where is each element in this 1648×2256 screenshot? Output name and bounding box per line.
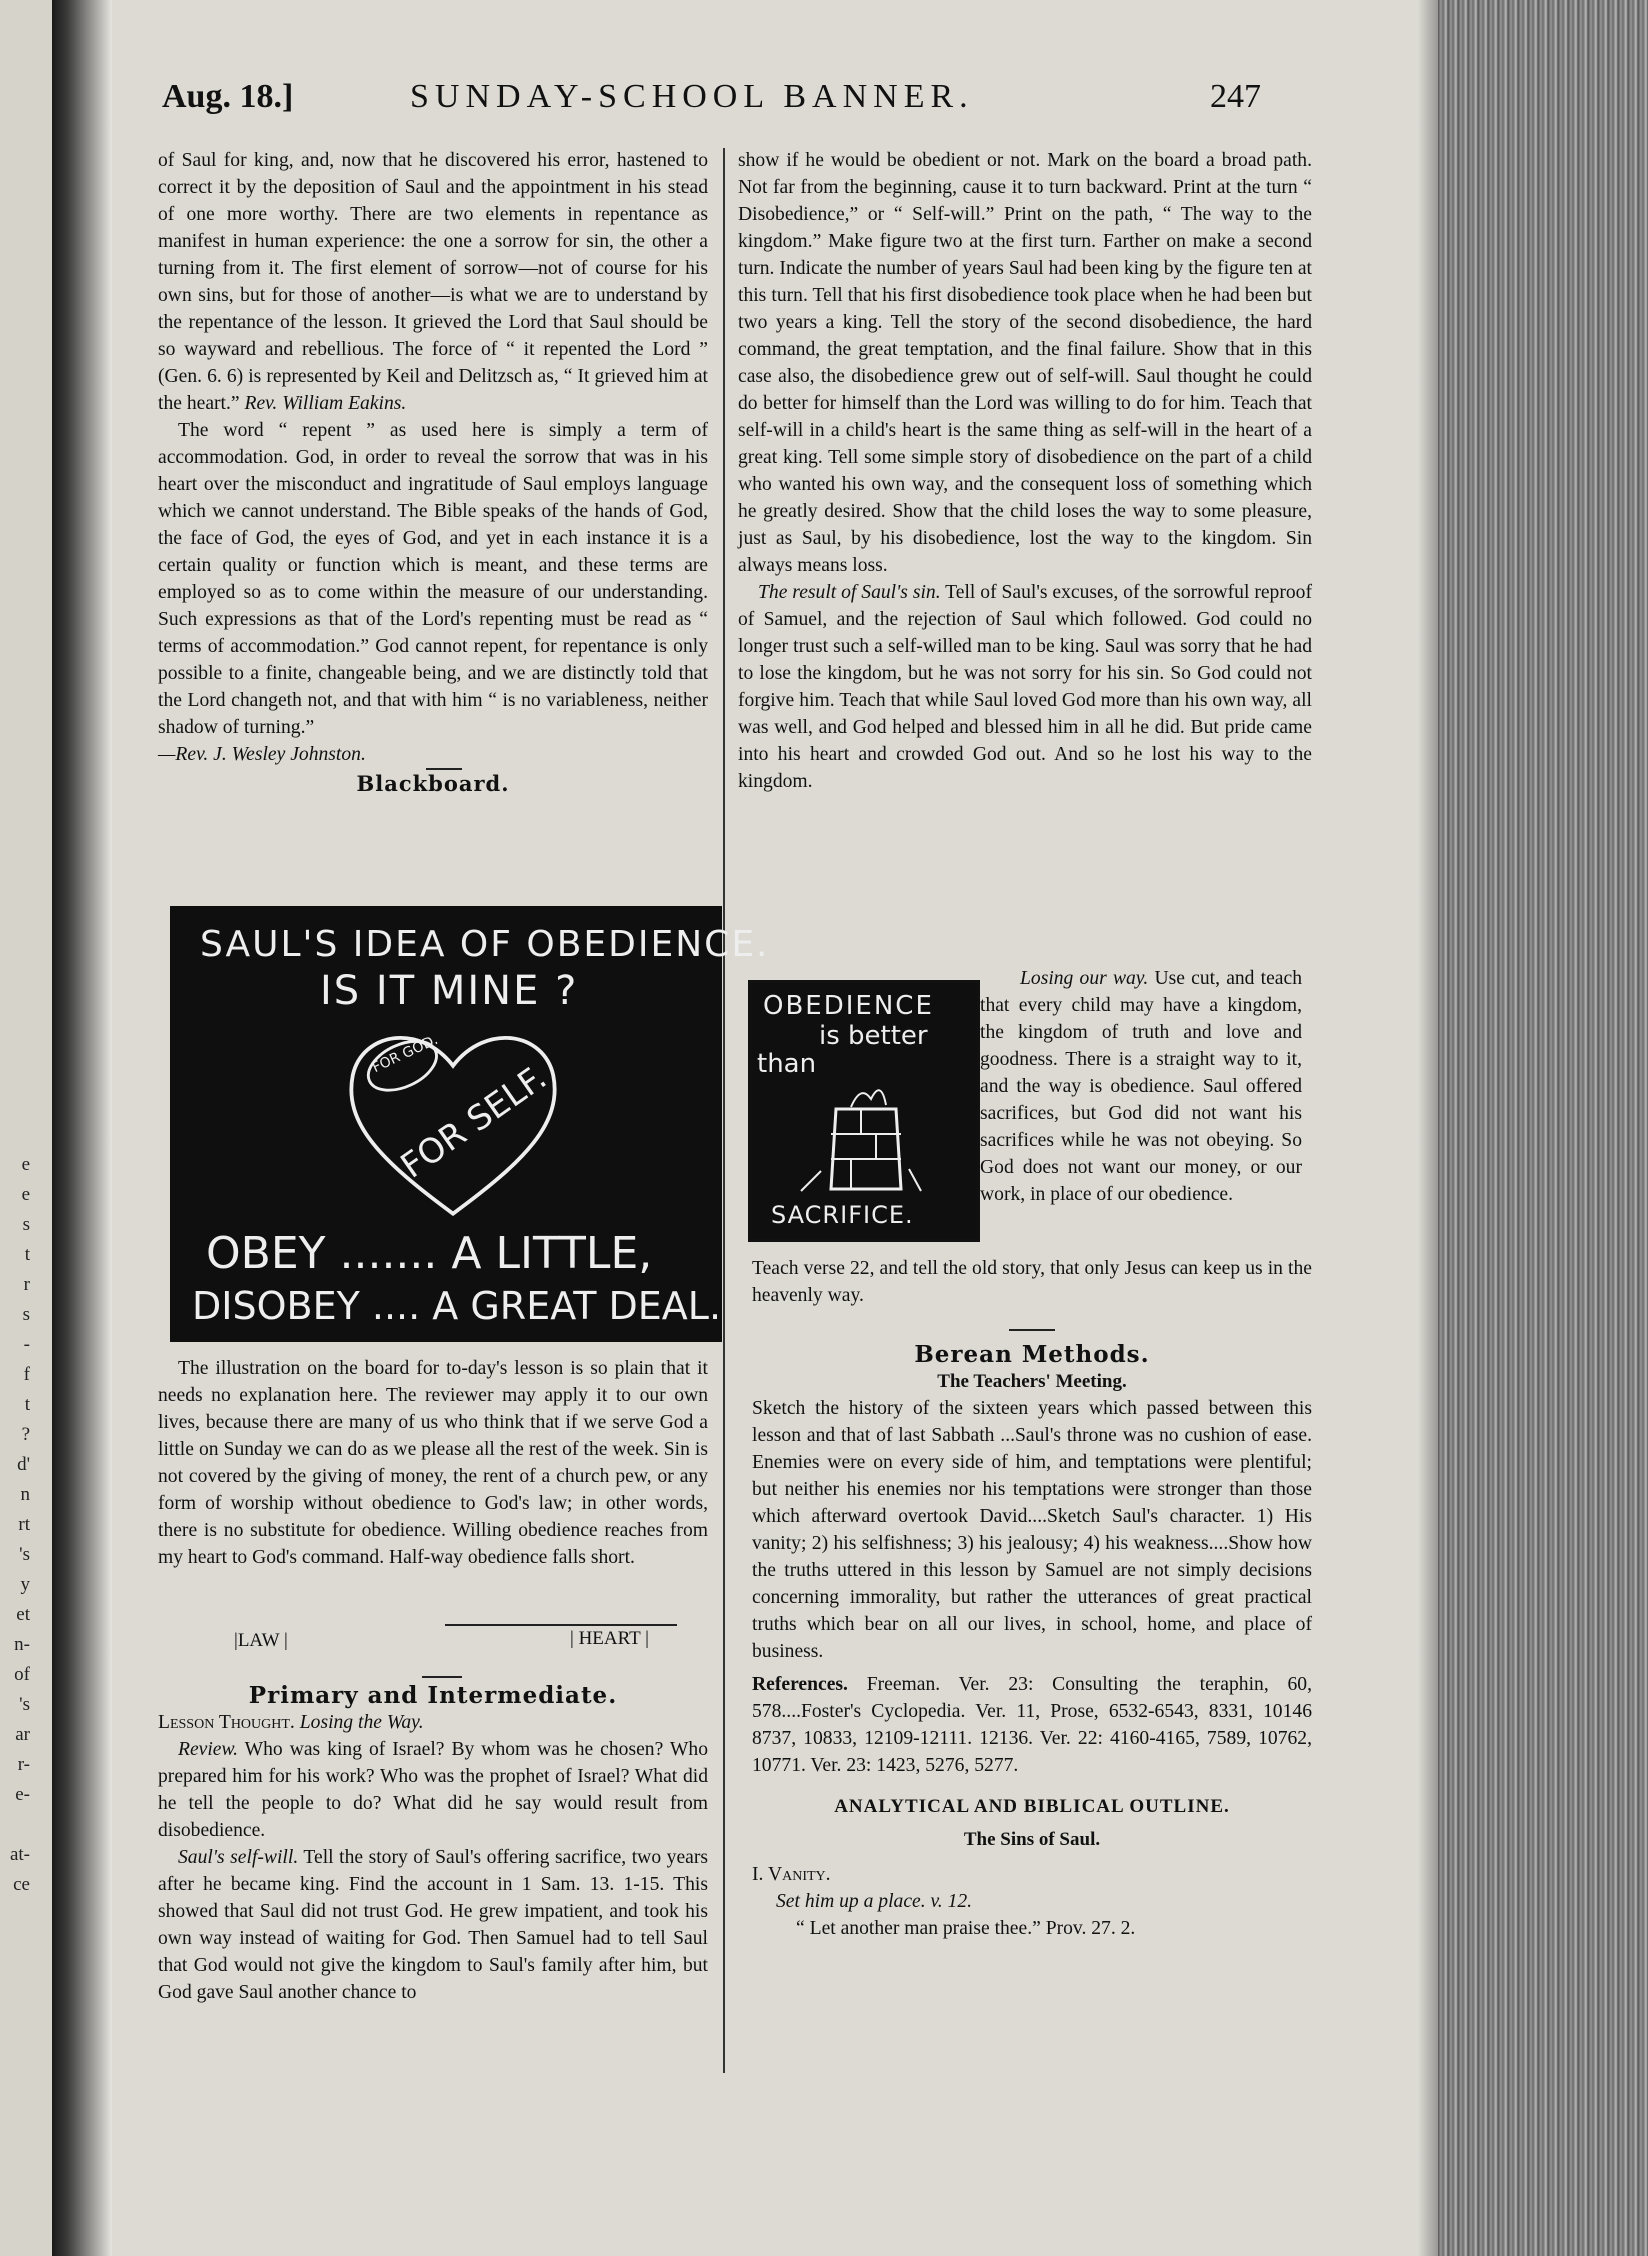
margin-fragment: n (20, 1484, 30, 1505)
paragraph: The word “ repent ” as used here is simply a term of accommodation. God, in order to reveal the sorrow that was in his heart over the misconduct and ingratitude of Saul employs language which we cannot understand. The Bible speaks of the hands of God, the face of God, the eyes of God, and yet in each instance it is a certain quality or function which is meant, and these terms are employed so as to come within the measure of our understanding. Such expressions as that of the Lord's repenting must be read as “ terms of accommodation.” God cannot repent, for repentance is only possible to a finite, changeable being, and we are distinctly told that the Lord changeth not, and that with him “ is no variableness, neither shadow of turning.” (158, 420, 708, 738)
margin-fragment: y (20, 1574, 30, 1595)
column-right-lower (752, 1255, 1312, 1942)
paragraph: show if he would be obedient or not. Mark on the board a broad path. Not far from the beginning, cause it to turn backward. Print at the turn “ Disobedience,” or “ Self-will.” Print on the path, “ The way to the kingdom.” Make figure two at the first turn. Farther on make a second turn. Indicate the number of years Saul had been king by the figure ten at this turn. Tell that his first disobedience took place when he had been but two years a king. Tell the story of the second disobedience, the hard command, the great temptation, and the final failure. Show that in this case also, the disobedience grew out of self-will. Saul thought he could do better for himself than the Lord was willing to do for him. Teach that self-will in a child's heart is the same thing as self-will in the heart of a great king. Tell some simple story of disobedience on the part of a child who wanted his own way, and the consequent loss of something which he greatly desired. Show that the child loses the way to some pleasure, just as Saul, by his disobedience, lost the way to the kingdom. Sin always means loss. (738, 150, 1312, 576)
blackboard-line: SAUL'S IDEA OF OBEDIENCE. (200, 924, 770, 965)
margin-fragment: - (23, 1334, 30, 1355)
blackboard-line: IS IT MINE ? (320, 968, 579, 1014)
paragraph: References. Freeman. Ver. 23: Consulting the teraphin, 60, 578....Foster's Cyclopedia. Ver. 11, Prose, 6532-6543, 8331, 10146 8737, 10833, 12109-12111. 12136. Ver. 22: 4160-4165, 7589, 10762, 10771. Ver. 23: 1423, 5276, 5277. (752, 1674, 1312, 1776)
blackboard-line: OBEY ....... A LITTLE, (206, 1228, 653, 1279)
margin-fragment: s (22, 1214, 30, 1235)
obedience-illustration (748, 980, 980, 1242)
section-heading: Primary and Intermediate. (248, 1682, 618, 1709)
margin-fragment: t (24, 1394, 30, 1415)
section-heading: Blackboard. (356, 771, 510, 796)
author-credit: —Rev. J. Wesley Johnston. (158, 744, 366, 765)
heart-small-text: FOR GOD. (369, 1031, 441, 1077)
losing-our-way-text: Losing our way. Use cut, and teach that every child may have a kingdom, the kingdom of truth and love and goodness. There is a straight way to it, and the way is obedience. Saul offered sacrifices, but God did not want his sacrifices while he was not obeying. So God does not want our money, or our work, in place of our obedience. (980, 968, 1302, 1205)
column-divider (723, 148, 725, 2073)
heart-label: | HEART | (570, 1628, 649, 1649)
paragraph: Sketch the history of the sixteen years which passed between this lesson and that of last Sabbath ...Saul's throne was no cushion of ease. Enemies were on every side of him, and temptations were plentiful; but neither his enemies nor his temptations were stronger than those which afterward overtook David....Sketch Saul's character. 1) His vanity; 2) his selfishness; 3) his jealousy; 4) his weakness....Show how the truths uttered in this lesson by Samuel are not simply decisions concerning immorality, but rather the utterances of great practical truths which bear on all our lives, in school, home, and place of business. (752, 1398, 1312, 1662)
margin-fragment: n- (14, 1634, 30, 1655)
obedience-line: SACRIFICE. (771, 1201, 914, 1229)
divider (422, 1676, 462, 1678)
margin-fragment: rt (18, 1514, 30, 1535)
margin-fragment: e (21, 1184, 30, 1205)
margin-fragment: t (24, 1244, 30, 1265)
binding-gutter (52, 0, 112, 2256)
margin-fragment (0, 1810, 30, 1840)
margin-fragment: 's (19, 1694, 30, 1715)
paragraph: of Saul for king, and, now that he discovered his error, hastened to correct it by the deposition of Saul and the appointment in his stead of one more worthy. There are two elements in repentance as manifest in human experience: the one a sorrow for sin, the other a turning from it. The first element of sorrow—not of course for his own sins, but for those of another—is what we are to understand by the repentance of the lesson. It grieved the Lord that Saul should be so wayward and rebellious. The force of “ it repented the Lord ” (Gen. 6. 6) is represented by Keil and Delitzsch as, “ It grieved him at the heart.” Rev. William Eakins. (158, 150, 708, 414)
margin-fragment: ar (15, 1724, 30, 1745)
header-date: Aug. 18.] (162, 78, 294, 115)
outline-heading: ANALYTICAL AND BIBLICAL OUTLINE. (834, 1796, 1230, 1817)
bar-line (445, 1624, 677, 1626)
outline-item: I. Vanity. (752, 1864, 831, 1885)
margin-fragment: ce (13, 1874, 30, 1895)
left-margin-fragments (0, 1150, 30, 1900)
margin-fragment: e- (15, 1784, 30, 1805)
outline-quote: “ Let another man praise thee.” Prov. 27. 2. (796, 1918, 1136, 1939)
paragraph: The result of Saul's sin. Tell of Saul's excuses, of the sorrowful reproof of Samuel, and the rejection of Saul which followed. God could no longer trust such a self-willed man to be king. Saul was sorry that he had to lose the kingdom, but he was not sorry for his sin. So God could not forgive him. Teach that while Saul loved God more than his own way, all was well, and God helped and blessed him in all he did. But pride came into his heart and crowded God out. And so he lost his way to the kingdom. (738, 582, 1312, 792)
law-label: |LAW | (234, 1630, 288, 1651)
margin-fragment: ? (21, 1424, 30, 1445)
header-page-number: 247 (1210, 78, 1261, 115)
margin-fragment: 's (19, 1544, 30, 1565)
section-heading: Berean Methods. (914, 1341, 1150, 1368)
paragraph: Teach verse 22, and tell the old story, that only Jesus can keep us in the heavenly way. (752, 1258, 1312, 1306)
margin-fragment: s (22, 1304, 30, 1325)
margin-fragment: r (23, 1274, 30, 1295)
margin-fragment: f (23, 1364, 30, 1385)
margin-fragment: d' (17, 1454, 30, 1475)
page-stack-edge (1438, 0, 1648, 2256)
header-title: SUNDAY-SCHOOL BANNER. (410, 78, 974, 115)
heart-big-text: FOR SELF. (393, 1057, 554, 1187)
obedience-line: OBEDIENCE (763, 991, 934, 1021)
subsection-heading: The Teachers' Meeting. (937, 1371, 1127, 1392)
author-credit: Rev. William Eakins. (244, 393, 407, 414)
altar-icon (791, 1079, 941, 1199)
left-page-edge (0, 0, 52, 2256)
margin-fragment: of (14, 1664, 30, 1685)
paragraph: Review. Who was king of Israel? By whom was he chosen? Who prepared him for his work? Who was the prophet of Israel? What did he tell the people to do? What did he say would result from disobedience. (158, 1739, 708, 1841)
divider (1009, 1329, 1055, 1331)
outline-subitem: Set him up a place. v. 12. (776, 1891, 973, 1912)
outline-subheading: The Sins of Saul. (963, 1829, 1101, 1850)
paragraph: The illustration on the board for to-day's lesson is so plain that it needs no explanation here. The reviewer may apply it to our own lives, because there are many of us who think that if we serve God a little on Sunday we can do as we please all the rest of the week. Sin is not covered by the giving of money, the rent of a church pew, or any form of worship without obedience to God's law; in other words, there is no substitute for obedience. Willing obedience reaches from my heart to God's command. Half-way obedience falls short. (158, 1358, 708, 1568)
margin-fragment: et (16, 1604, 30, 1625)
paragraph: Lesson Thought. Losing the Way. (158, 1712, 424, 1733)
obedience-line: is better (819, 1021, 928, 1051)
margin-fragment: at- (9, 1844, 30, 1865)
margin-fragment: e (21, 1154, 30, 1175)
blackboard-line: DISOBEY .... A GREAT DEAL. (192, 1284, 722, 1328)
column-left-lower (158, 1355, 708, 1571)
margin-fragment: r- (17, 1754, 30, 1775)
paragraph: Saul's self-will. Tell the story of Saul's offering sacrifice, two years after he became king. Find the account in 1 Sam. 13. 1-15. This showed that Saul did not trust God. He grew impatient, and took his own way instead of waiting for God. Then Samuel had to tell Saul that God would not give the kingdom to Saul's family after him, but God gave Saul another chance to (158, 1847, 708, 2003)
column-left (158, 147, 708, 797)
obedience-line: than (757, 1049, 817, 1079)
column-right (738, 147, 1312, 795)
column-left-primary (158, 1676, 708, 2006)
blackboard-illustration (170, 906, 770, 1342)
